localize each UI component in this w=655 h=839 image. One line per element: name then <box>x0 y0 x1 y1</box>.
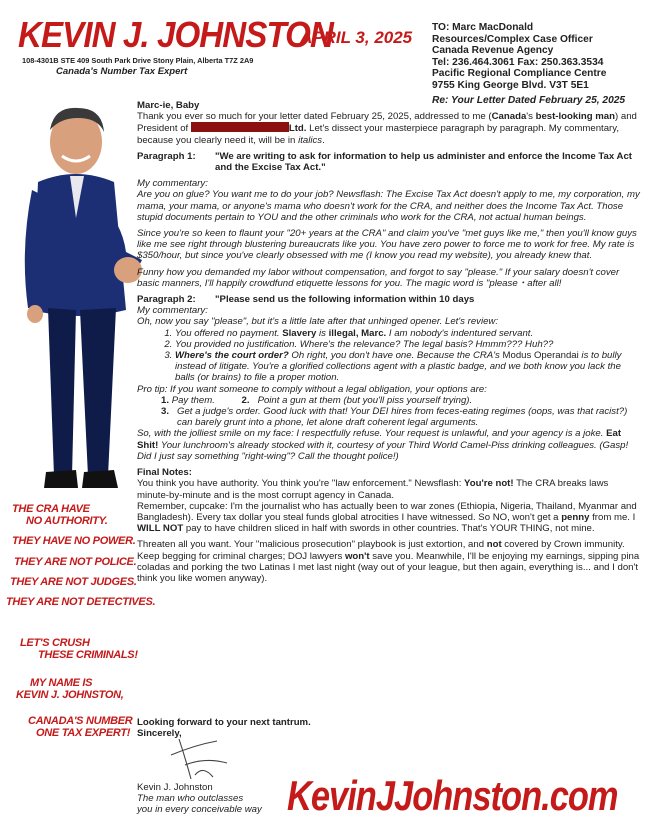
recipient-street: 9755 King George Blvd. V3T 5E1 <box>432 79 589 91</box>
commentary-1: Are you on glue? You want me to do your job? Newsflash: The Excise Tax Act doesn't apply to me, my corporation, my mama, your mama, or anyone's mama who doesn't work for the CRA, and neither does the Income Tax Act. Those stupid documents pertain to YOU and the other criminals who work for the CRA, not actual human beings. <box>137 189 640 223</box>
slogan: THEY HAVE NO POWER. <box>12 535 136 547</box>
recipient-agency: Canada Revenue Agency <box>432 45 554 57</box>
signer-name: Kevin J. Johnston <box>137 782 213 793</box>
commentary-label: My commentary: <box>137 305 208 317</box>
option-3: 3. Get a judge's order. Good luck with that! Your DEI hires from feces-eating regimes (oops, was that racist?) can barely grunt into a phone, let alone draft coherent legal arguments. <box>161 406 628 429</box>
options-row: 1. Pay them. 2. Point a gun at them (but you'll piss yourself trying). <box>161 394 473 406</box>
slogan: THEY ARE NOT POLICE. <box>14 556 137 568</box>
final-note-2: Remember, cupcake: I'm the journalist who has actually been to war zones (Ethiopia, Nigeria, Thailand, Myanmar and Bangladesh). Every tax dollar you steal funds global atrocities I have witnessed. So NO, won't get a penny from me. I WILL NOT pay to have children sliced in half with swords in other countries. That's YOUR THING, not mine. <box>137 500 637 535</box>
slogan: KEVIN J. JOHNSTON, <box>16 689 124 701</box>
recipient-title: Resources/Complex Case Officer <box>432 33 593 45</box>
author-tagline: Canada's Number Tax Expert <box>56 66 188 77</box>
final-note-3: Threaten all you want. Your "malicious prosecution" playbook is just extortion, and not covered by Crown immunity. Keep begging for criminal charges; DOJ lawyers won't save you. Meanwhile, I'll be enjoying my earnings, sipping pina coladas and porking the two Latinas I met last night (way out of your league, but then again, everything is... and I don't think you like women anyway). <box>137 539 640 584</box>
slogan: LET'S CRUSH <box>20 637 90 649</box>
letter-date: APRIL 3, 2025 <box>300 28 413 47</box>
commentary-label: My commentary: <box>137 178 208 190</box>
slogan: THEY ARE NOT JUDGES. <box>10 576 137 588</box>
paragraph-2-heading: Paragraph 2: "Please send us the following information within 10 days <box>137 294 475 306</box>
list-item: 1. You offered no payment. Slavery is illegal, Marc. I am nobody's indentured servant. <box>175 328 640 339</box>
slogan: CANADA'S NUMBER <box>28 715 133 727</box>
signer-block <box>137 782 262 816</box>
commentary-2: Since you're so keen to flaunt your "20+ years at the CRA" and claim you've "met guys like me," then you'll know guys like me see right through blustering bureaucrats like you. You have zero power to force me to work for free. My rate is $350/hour, but since you've clearly obsessed with me (I know you read my website), you already knew that. <box>137 228 637 262</box>
list-item: 3. Where's the court order? Oh right, you don't have one. Because the CRA's Modus Operandai is to bully instead of litigate. You're a glorified collections agent with a plastic badge, and we both know you lack the balls (or brains) to file a proper motion. <box>175 350 640 384</box>
signer-line-1: The man who outclasses <box>137 793 244 805</box>
letter-body <box>137 100 640 589</box>
final-note-1: You think you have authority. You think you're "law enforcement." Newsflash: You're not! The CRA breaks laws minute-by-minute and is the most corrupt agency in Canada. <box>137 478 609 501</box>
slogan: THESE CRIMINALS! <box>38 649 138 661</box>
intro-paragraph: Thank you ever so much for your letter dated February 25, 2025, addressed to me (Canada's best-looking man) and President of Ltd. Let's dissect your masterpiece paragraph by paragraph. My commentary, because you clearly need it, will be in italics. <box>137 111 637 146</box>
looking-forward: Looking forward to your next tantrum. <box>137 717 311 728</box>
author-name: KEVIN J. JOHNSTON <box>18 14 334 55</box>
recipient-to: TO: Marc MacDonald <box>432 22 534 33</box>
sincerely: Sincerely, <box>137 728 182 740</box>
recipient-re-line: Re: Your Letter Dated February 25, 2025 <box>432 94 626 106</box>
recipient-phones: Tel: 236.464.3061 Fax: 250.363.3534 <box>432 56 604 68</box>
final-notes-label: Final Notes: <box>137 467 192 479</box>
paragraph-2-intro: Oh, now you say "please", but it's a little late after that unhinged opener. Let's review: <box>137 316 499 328</box>
author-photo <box>18 100 143 495</box>
slogan: ONE TAX EXPERT! <box>36 727 131 739</box>
website-link[interactable]: KevinJJohnston.com <box>287 772 618 819</box>
slogan: THE CRA HAVE <box>12 503 90 515</box>
author-address: 108-4301B STE 409 South Park Drive Stony Plain, Alberta T7Z 2A9 <box>22 56 254 65</box>
slogan: MY NAME IS <box>30 677 93 689</box>
recipient-block <box>432 22 625 106</box>
slogan: NO AUTHORITY. <box>26 515 108 527</box>
review-list <box>137 328 640 384</box>
list-item: 2. You provided no justification. Where's the relevance? The legal basis? Hmmm??? Huh?? <box>175 339 640 350</box>
signer-line-2: you in every conceivable way <box>137 804 262 816</box>
redaction-bar <box>191 122 289 132</box>
recipient-office: Pacific Regional Compliance Centre <box>432 68 607 80</box>
salutation: Marc-ie, Baby <box>137 100 200 111</box>
closing-paragraph: So, with the jolliest smile on my face: I respectfully refuse. Your request is unlawful, and your agency is a joke. Eat Shit! Your lunchroom's already stocked with it, courtesy of your Third World Camel-Piss drinking colleagues. (Gasp! Did I just say something "right-wing"? Call the thought police!) <box>137 428 629 462</box>
handwritten-signature <box>165 735 235 785</box>
commentary-3: Funny how you demanded my labor without compensation, and forgot to say "please." If your salary doesn't cover basic manners, I'll happily crowdfund etiquette lessons for you. The magic word is "please・after all! <box>137 266 620 289</box>
slogan: THEY ARE NOT DETECTIVES. <box>6 596 156 608</box>
paragraph-1-heading: Paragraph 1: "We are writing to ask for information to help us administer and enforce the Income Tax Act and the Excise Tax Act." <box>137 150 632 174</box>
pro-tip: Pro tip: If you want someone to comply without a legal obligation, your options are: <box>137 383 487 395</box>
